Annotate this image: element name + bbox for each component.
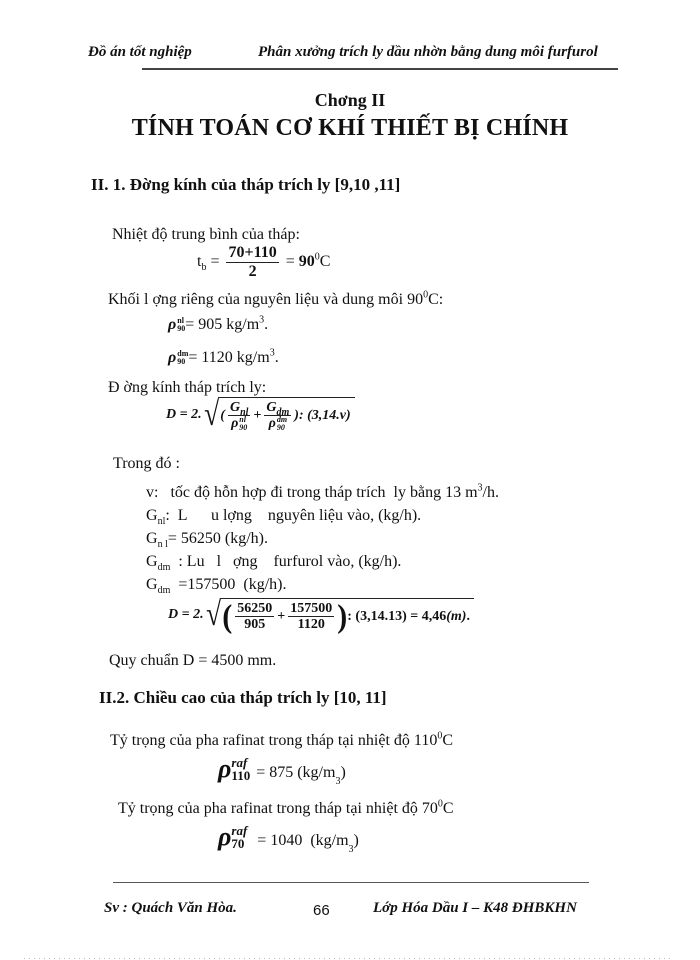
def-gnl	[146, 507, 422, 528]
plus: +	[277, 608, 286, 624]
unit: (m)	[446, 608, 467, 624]
n1: 56250	[237, 601, 273, 616]
end: )	[340, 764, 346, 781]
density-label-text: Khối l ợng riêng của nguyên liệu và dung môi 90	[108, 291, 424, 308]
rho-sup: dm	[177, 349, 189, 359]
density-label	[108, 291, 443, 309]
footer-class: Lớp Hóa Dầu I – K48 ĐHBKHN	[373, 900, 577, 916]
def-gdm-value	[146, 576, 287, 597]
rho-symbol: ρ	[168, 349, 177, 366]
end: .	[466, 608, 470, 624]
header-rule	[142, 68, 618, 70]
avg-temp-label: Nhiệt độ trung bình của tháp:	[112, 226, 300, 243]
rho-sup: nl	[177, 316, 184, 326]
result: 90	[298, 252, 315, 270]
fraction-2	[288, 601, 334, 633]
def-gnl-value	[146, 530, 268, 551]
sym: G	[146, 530, 158, 547]
unit: C	[319, 252, 331, 270]
sub: nl	[157, 516, 166, 528]
lhs: D = 2.	[168, 607, 204, 623]
rho-value: = 1120 kg/m	[188, 349, 270, 366]
rho-110-line: ρ raf 110 = 875 (kg/m 3 )	[218, 754, 346, 787]
sym: v:	[146, 484, 159, 501]
r1-sup: nl	[239, 415, 246, 425]
text: Tỷ trọng của pha rafinat trong tháp tại nhiệt độ 70	[118, 800, 438, 817]
footer-student: Sv : Quách Văn Hòa.	[104, 900, 237, 916]
diameter-formula-general	[166, 397, 355, 432]
degree-sup: 0	[314, 251, 320, 263]
degree-sup: 0	[423, 289, 429, 301]
open-paren: (	[220, 408, 225, 424]
d1: 905	[244, 617, 266, 633]
close-paren: )	[337, 598, 348, 635]
g1-sub: nl	[240, 406, 249, 418]
rho-sup: raf	[231, 755, 248, 770]
sqrt-body	[220, 598, 474, 633]
rho-sub: 70	[231, 836, 245, 851]
rho-value: = 905 kg/m	[185, 316, 260, 333]
tail: : (3,14.13) = 4,46	[347, 608, 447, 624]
fraction-2: $G_{dm}$ ρ dm 90	[266, 400, 290, 433]
sqrt-body	[218, 397, 354, 432]
value: = 875 (kg/m	[252, 764, 336, 781]
page-break-dots	[24, 958, 674, 959]
footer-rule	[113, 882, 589, 883]
plus: +	[253, 408, 262, 424]
sub: dm	[157, 585, 171, 597]
end: )	[353, 832, 359, 849]
where-label: Trong đó :	[113, 455, 180, 472]
value: = 1040 (kg/m	[249, 832, 349, 849]
t-symbol: t	[197, 252, 202, 270]
tail: ): (3,14.v)	[294, 408, 351, 424]
degree-sup: 0	[437, 798, 443, 810]
def-gdm	[146, 553, 402, 574]
equals: =	[285, 252, 299, 270]
n2: 157500	[290, 601, 333, 616]
density-label-end: C:	[428, 291, 444, 308]
lhs: D = 2.	[166, 406, 202, 422]
open-paren: (	[222, 598, 233, 635]
rho-symbol: ρ	[168, 316, 177, 333]
def-v	[146, 484, 499, 502]
text: Tỷ trọng của pha rafinat trong tháp tại nhiệt độ 110	[110, 732, 438, 749]
degree-sup: 0	[437, 730, 443, 742]
rho-scripts	[177, 350, 188, 366]
rho-70-line: ρ raf 70 = 1040 (kg/m 3 )	[218, 822, 359, 855]
header-left: Đồ án tốt nghiệp	[88, 44, 192, 60]
sqrt	[202, 397, 355, 432]
end: /h.	[482, 484, 499, 501]
r2-sup: dm	[276, 415, 288, 425]
rho-sup: raf	[231, 823, 248, 838]
rho-sub: 90	[177, 324, 186, 334]
rho-dm-line	[168, 349, 279, 367]
g2-sub: dm	[276, 406, 290, 418]
standard-diameter: Quy chuẩn D = 4500 mm.	[109, 652, 277, 669]
sym: G	[146, 576, 158, 593]
numerator: 70+110	[228, 244, 277, 261]
r1-sub: 90	[239, 423, 248, 433]
sqrt	[204, 598, 474, 633]
rho-nl-line	[168, 316, 268, 334]
denominator: 2	[248, 262, 257, 280]
text: : Lu l ợng furfurol vào, (kg/h).	[170, 553, 402, 570]
end: .	[264, 316, 269, 333]
section-2-heading: II.2. Chiều cao của tháp trích ly [10, 11]	[99, 688, 387, 707]
fraction-1	[235, 601, 274, 633]
raf110-label	[110, 732, 453, 750]
rho-sub: 110	[231, 768, 251, 783]
end: C	[442, 732, 453, 749]
exp: 3	[259, 314, 265, 326]
rho-symbol: ρ	[218, 754, 232, 783]
sym: G	[146, 507, 158, 524]
d2: 1120	[297, 617, 325, 633]
sub: n l	[157, 539, 168, 551]
text: = 56250 (kg/h).	[167, 530, 268, 547]
sup: 3	[477, 482, 483, 494]
radical-icon: √	[205, 596, 221, 634]
fraction-1: $G_{nl}$ ρ nl 90	[229, 400, 249, 433]
sub: dm	[157, 562, 171, 574]
rho-scripts	[231, 824, 247, 850]
sym: G	[146, 553, 158, 570]
section-1-heading: II. 1. Đờng kính của tháp trích ly [9,10 ,11]	[91, 175, 401, 194]
text: : L u lợng nguyên liệu vào, (kg/h).	[165, 507, 422, 524]
t-subscript: b	[201, 261, 207, 273]
header-right: Phân xưởng trích ly dầu nhờn bằng dung môi furfurol	[258, 44, 598, 60]
chapter-title: TÍNH TOÁN CƠ KHÍ THIẾT BỊ CHÍNH	[131, 115, 569, 141]
page-number: 66	[313, 902, 330, 919]
diameter-formula-numeric	[168, 598, 474, 633]
g2: G	[266, 400, 277, 415]
rho-sub: 90	[177, 357, 186, 367]
rho-symbol: ρ	[218, 822, 232, 851]
avg-temp-formula: $t_b$ = $\frac{70+110}{2}$ = $90^0C$	[197, 244, 331, 280]
chapter-label: Chơng II	[314, 90, 386, 110]
radical-icon: √	[203, 395, 219, 433]
g1: G	[229, 400, 241, 415]
end: .	[274, 349, 279, 366]
avg-temp-fraction	[226, 244, 278, 280]
exp: 3	[269, 347, 275, 359]
end: C	[442, 800, 454, 817]
rho-scripts	[231, 756, 250, 782]
r2-sub: 90	[276, 423, 285, 433]
raf70-label	[118, 800, 454, 818]
text: tốc độ hỗn hợp đi trong tháp trích ly bằng 13 m	[158, 484, 478, 501]
diameter-label: Đ ờng kính tháp trích ly:	[108, 379, 267, 396]
text: =157500 (kg/h).	[170, 576, 287, 593]
